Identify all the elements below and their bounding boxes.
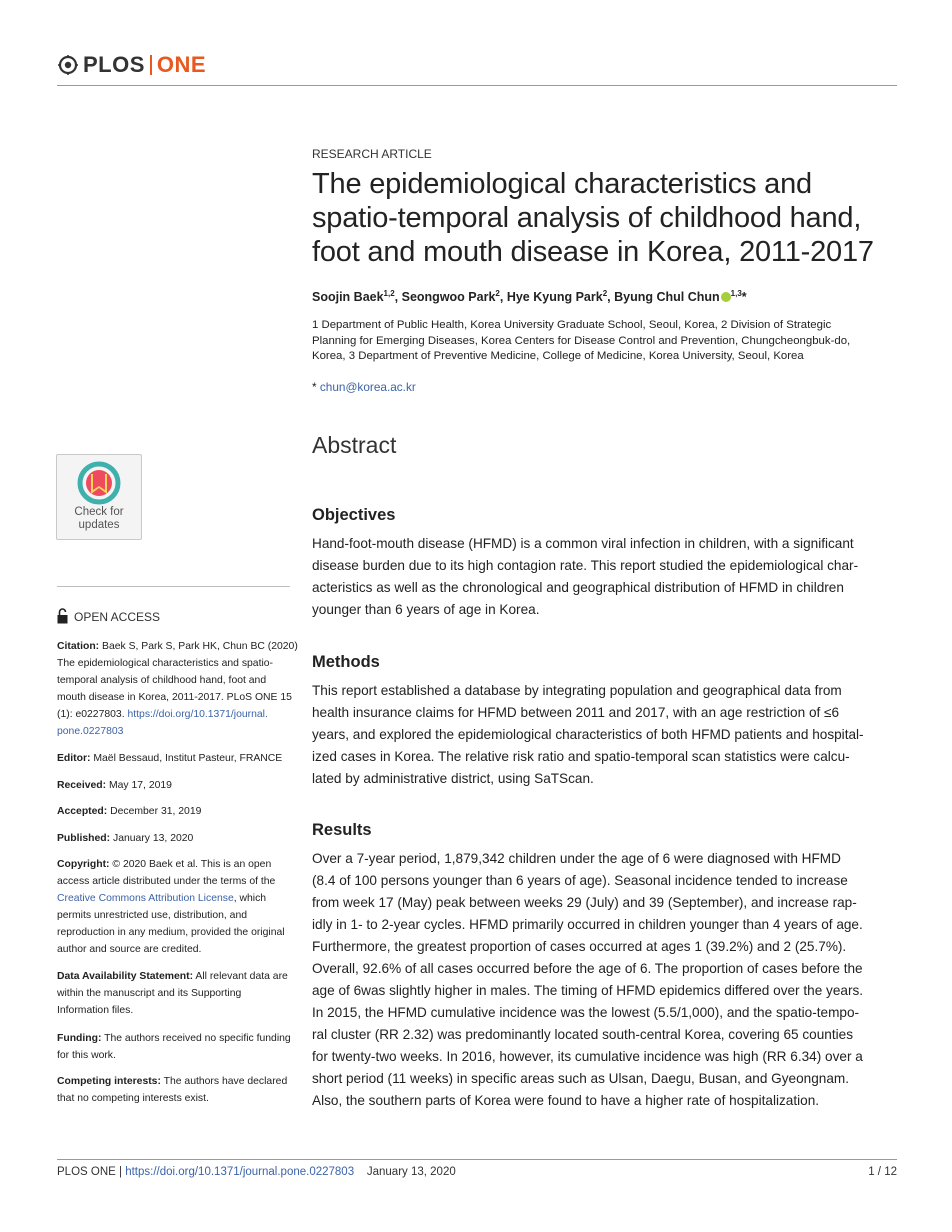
accepted-value: December 31, 2019 [107,806,202,817]
copyright-text: access article distributed under the terms of the [57,876,276,887]
footer-divider [57,1159,897,1160]
funding-label: Funding: [57,1033,102,1044]
affiliations [312,318,897,365]
funding-text: for this work. [57,1050,116,1061]
orcid-icon[interactable] [721,292,731,302]
citation-text: (1): e0227803. [57,709,125,720]
open-lock-icon [57,608,68,624]
data-availability-text: within the manuscript and its Supporting [57,988,242,999]
citation-text: The epidemiological characteristics and spatio- [57,658,274,669]
page-number: 1 / 12 [868,1166,897,1178]
correspondence [312,380,897,394]
author-list [312,289,897,304]
text-line: for twenty-two weeks. In 2016, however, its cumulative incidence was high (RR 6.34) over a [312,1049,863,1064]
methods-text [312,680,897,790]
license-link[interactable]: Creative Commons Attribution License [57,893,234,904]
journal-name-one: ONE [156,52,207,77]
data-availability-block [57,968,297,1019]
copyright-text: , which [233,893,267,904]
published-label: Published: [57,833,111,844]
author-name[interactable]: Byung Chul Chun [614,290,720,305]
copyright-text: reproduction in any medium, provided the original [57,927,285,938]
methods-heading: Methods [312,653,380,671]
citation-label: Citation: [57,641,100,652]
author-name[interactable]: Soojin Baek [312,290,384,305]
objectives-text [312,533,897,621]
copyright-block [57,856,297,958]
abstract-heading: Abstract [312,432,397,458]
text-line: Furthermore, the greatest proportion of cases occurred at ages 1 (39.2%) and 2 (25.7%). [312,939,847,954]
author-affiliation-sup: 2 [495,289,500,298]
received-value: May 17, 2019 [106,780,172,791]
check-for-updates-button[interactable] [56,454,142,540]
affiliation-line: Korea, 3 Department of Preventive Medicine, College of Medicine, Korea University, Seoul, Korea [312,350,804,362]
journal-logo [57,52,206,78]
text-line: In 2015, the HFMD cumulative incidence was the lowest (5.5/1,000), and the spatio-tempo- [312,1005,860,1020]
text-line: from week 17 (May) peak between weeks 29 (July) and 39 (September), and increase rap- [312,895,857,910]
text-line: younger than 6 years of age in Korea. [312,602,540,617]
text-line: disease burden due to its high contagion rate. This report studied the epidemiological char- [312,558,859,573]
text-line: Hand-foot-mouth disease (HFMD) is a common viral infection in children, with a significant [312,536,854,551]
copyright-text: permits unrestricted use, distribution, and [57,910,248,921]
results-text [312,848,897,1112]
text-line: Overall, 92.6% of all cases occurred before the age of 6. The proportion of cases before the [312,961,863,976]
competing-interests-text: that no competing interests exist. [57,1093,209,1104]
check-updates-label [57,506,141,532]
check-updates-line: Check for [74,506,124,518]
footer-doi-link[interactable]: https://doi.org/10.1371/journal.pone.0227803 [125,1166,355,1178]
citation-text: Baek S, Park S, Park HK, Chun BC (2020) [99,641,298,652]
editor-label: Editor: [57,753,91,764]
author-affiliation-sup: 2 [602,289,608,298]
funding-text: The authors received no specific funding [101,1033,291,1044]
open-access-label: OPEN ACCESS [74,610,161,624]
citation-block [57,638,297,740]
citation-doi-link[interactable]: https://doi.org/10.1371/journal. [127,709,268,720]
text-line: lated by administrative district, using SaTScan. [312,771,594,786]
check-updates-line: updates [78,519,120,531]
correspondence-mark: * [312,380,317,394]
published-value: January 13, 2020 [110,833,194,844]
text-line: short period (11 weeks) in specific areas such as Ulsan, Daegu, Busan, and Gyeongnam. [312,1071,849,1086]
editor-info [57,750,297,767]
correspondence-email-link[interactable]: chun@korea.ac.kr [319,380,416,394]
author-separator: , [607,290,615,305]
data-availability-text: All relevant data are [193,971,288,982]
published-date [57,830,297,847]
data-availability-label: Data Availability Statement: [57,971,194,982]
citation-doi-link[interactable]: pone.0227803 [57,726,124,737]
text-line: idly in 1- to 2-year cycles. HFMD primarily occurred in children younger than 4 years of age. [312,917,863,932]
author-separator: , [394,290,402,305]
article-type: RESEARCH ARTICLE [312,147,432,161]
author-name[interactable]: Hye Kyung Park [506,290,603,305]
text-line: years, and explored the epidemiological characteristics of both HFMD patients and hospital- [312,727,864,742]
footer-date: January 13, 2020 [366,1166,456,1178]
author-separator: , [499,290,507,305]
check-updates-icon [77,461,121,505]
accepted-date [57,803,297,820]
results-heading: Results [312,821,372,839]
affiliation-line: Planning for Emerging Diseases, Korea Centers for Disease Control and Prevention, Chungcheongbuk-do, [312,334,851,347]
page-footer [57,1166,897,1178]
received-label: Received: [57,780,107,791]
citation-text: temporal analysis of childhood hand, foot and [57,675,267,686]
objectives-heading: Objectives [312,506,396,524]
funding-block [57,1030,297,1064]
competing-interests-text: The authors have declared [160,1076,288,1087]
data-availability-text: Information files. [57,1005,134,1016]
copyright-label: Copyright: [57,859,110,870]
text-line: (8.4 of 100 persons younger than 6 years of age). Seasonal incidence tended to increase [312,873,848,888]
footer-journal: PLOS ONE | [57,1166,126,1178]
copyright-text: author and source are credited. [57,944,202,955]
author-affiliation-sup: 1,3 [730,289,742,298]
logo-divider [150,55,152,75]
received-date [57,777,297,794]
competing-interests-block [57,1073,297,1107]
text-line: acteristics as well as the chronological and geographical distribution of HFMD in children [312,580,844,595]
author-affiliation-sup: 1,2 [383,289,395,298]
text-line: age of 6was slightly higher in males. The timing of HFMD epidemics differed over the years. [312,983,864,998]
journal-name-plos: PLOS [83,52,145,77]
text-line: This report established a database by integrating population and geographical data from [312,683,842,698]
sidebar-divider [57,586,290,587]
article-title: The epidemiological characteristics and spatio-temporal analysis of childhood hand, foot and mouth disease in Korea, 2011-2017 [312,168,874,268]
text-line: Also, the southern parts of Korea were found to have a higher rate of hospitalization. [312,1093,820,1108]
text-line: Over a 7-year period, 1,879,342 children under the age of 6 were diagnosed with HFMD [312,851,841,866]
plos-logo-icon [57,54,79,76]
header-divider [57,85,897,86]
copyright-text: © 2020 Baek et al. This is an open [109,859,272,870]
affiliation-line: 1 Department of Public Health, Korea University Graduate School, Seoul, Korea, 2 Division of Strategic [312,319,832,331]
text-line: ral cluster (RR 2.32) was predominantly located south-central Korea, covering 65 counties [312,1027,853,1042]
citation-text: mouth disease in Korea, 2011-2017. PLoS ONE 15 [57,692,292,703]
editor-value: Maël Bessaud, Institut Pasteur, FRANCE [90,753,283,764]
accepted-label: Accepted: [57,806,108,817]
open-access-badge [57,608,160,624]
corresponding-mark: * [741,290,747,305]
competing-interests-label: Competing interests: [57,1076,161,1087]
text-line: health insurance claims for HFMD between 2011 and 2017, with an age restriction of ≤6 [312,705,840,720]
author-name[interactable]: Seongwoo Park [401,290,496,305]
text-line: ized cases in Korea. The relative risk ratio and spatio-temporal scan statistics were calcu- [312,749,850,764]
